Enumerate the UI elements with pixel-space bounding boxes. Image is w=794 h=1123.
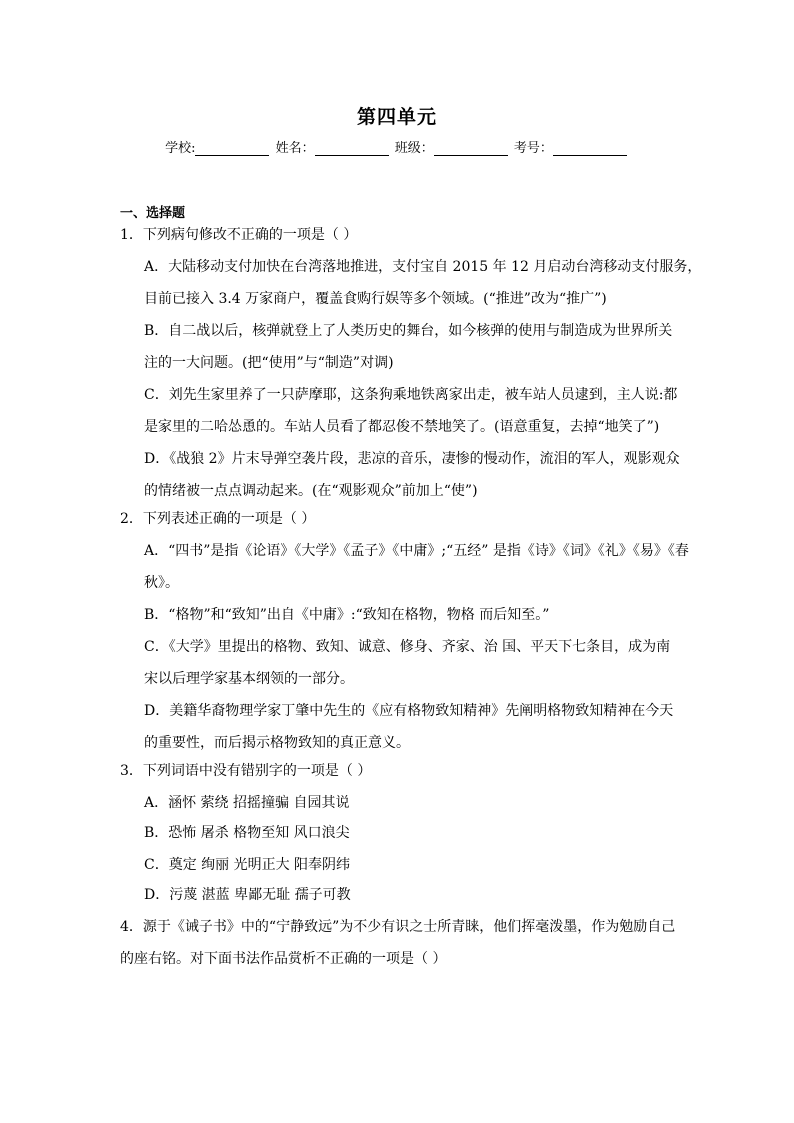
continuation-line: 的重要性，而后揭示格物致知的真正意义。 — [144, 735, 410, 751]
option-line: D．污蔑 湛蓝 卑鄙无耻 孺子可教 — [144, 887, 351, 903]
name-blank[interactable] — [315, 141, 389, 156]
question-line: 4．源于《诫子书》中的“宁静致远”为不少有识之士所青睐，他们挥毫泼墨，作为勉励自己 — [120, 919, 676, 935]
option-line: C．奠定 绚丽 光明正大 阳奉阴纬 — [144, 857, 351, 873]
continuation-line: 目前已接入 3.4 万家商户，覆盖食购行娱等多个领域。(“推进”改为“推广”) — [144, 291, 607, 307]
option-line: C．《大学》里提出的格物、致知、诚意、修身、齐家、治 国、平天下七条目，成为南 — [144, 639, 671, 655]
exam-no-label: 考号： — [513, 141, 553, 156]
continuation-line: 是家里的二哈怂恿的。车站人员看了都忍俊不禁地笑了。(语意重复，去掉“地笑了”) — [144, 419, 660, 435]
section-heading: 一、选择题 — [120, 206, 186, 221]
option-line: A．大陆移动支付加快在台湾落地推进，支付宝自 2015 年 12 月启动台湾移动支付服务， — [144, 259, 702, 275]
question-line: 2．下列表述正确的一项是（ ） — [120, 511, 316, 527]
continuation-line: 宋以后理学家基本纲领的一部分。 — [144, 671, 354, 687]
option-line: D．美籍华裔物理学家丁肇中先生的《应有格物致知精神》先阐明格物致知精神在今天 — [144, 703, 674, 719]
option-line: B．“格物”和“致知”出自《中庸》:“致知在格物，物格 而后知至。” — [144, 607, 550, 623]
exam-no-blank[interactable] — [553, 141, 627, 156]
continuation-line: 秋》。 — [144, 575, 179, 591]
school-label: 学校: — [165, 141, 196, 156]
option-line: B．恐怖 屠杀 格物至知 风口浪尖 — [144, 825, 350, 841]
question-line: 1．下列病句修改不正确的一项是（ ） — [120, 227, 358, 243]
page-title: 第四单元 — [356, 106, 437, 128]
option-line: D．《战狼 2》片末导弹空袭片段，悲凉的音乐，凄惨的慢动作，流泪的军人，观影观众 — [144, 451, 680, 467]
option-line: B．自二战以后，核弹就登上了人类历史的舞台，如今核弹的使用与制造成为世界所关 — [144, 323, 673, 339]
name-label: 姓名： — [275, 141, 315, 156]
question-line: 3．下列词语中没有错别字的一项是（ ） — [120, 763, 372, 779]
question-line: 的座右铭。对下面书法作品赏析不正确的一项是（ ） — [120, 951, 447, 967]
option-line: A．“四书”是指《论语》《大学》《孟子》《中庸》;“五经” 是指《诗》《词》《礼》《易》《春 — [144, 543, 689, 559]
continuation-line: 的情绪被一点点调动起来。(在“观影观众”前加上“使”) — [144, 483, 478, 499]
school-blank[interactable] — [195, 141, 269, 156]
option-line: A．涵怀 萦绕 招摇撞骗 自园其说 — [144, 795, 350, 811]
option-line: C．刘先生家里养了一只萨摩耶，这条狗乘地铁离家出走，被车站人员逮到，主人说:都 — [144, 387, 678, 403]
class-blank[interactable] — [434, 141, 508, 156]
continuation-line: 注的一大问题。(把“使用”与“制造”对调) — [144, 355, 394, 371]
class-label: 班级： — [394, 141, 434, 156]
student-info-row — [0, 137, 794, 156]
